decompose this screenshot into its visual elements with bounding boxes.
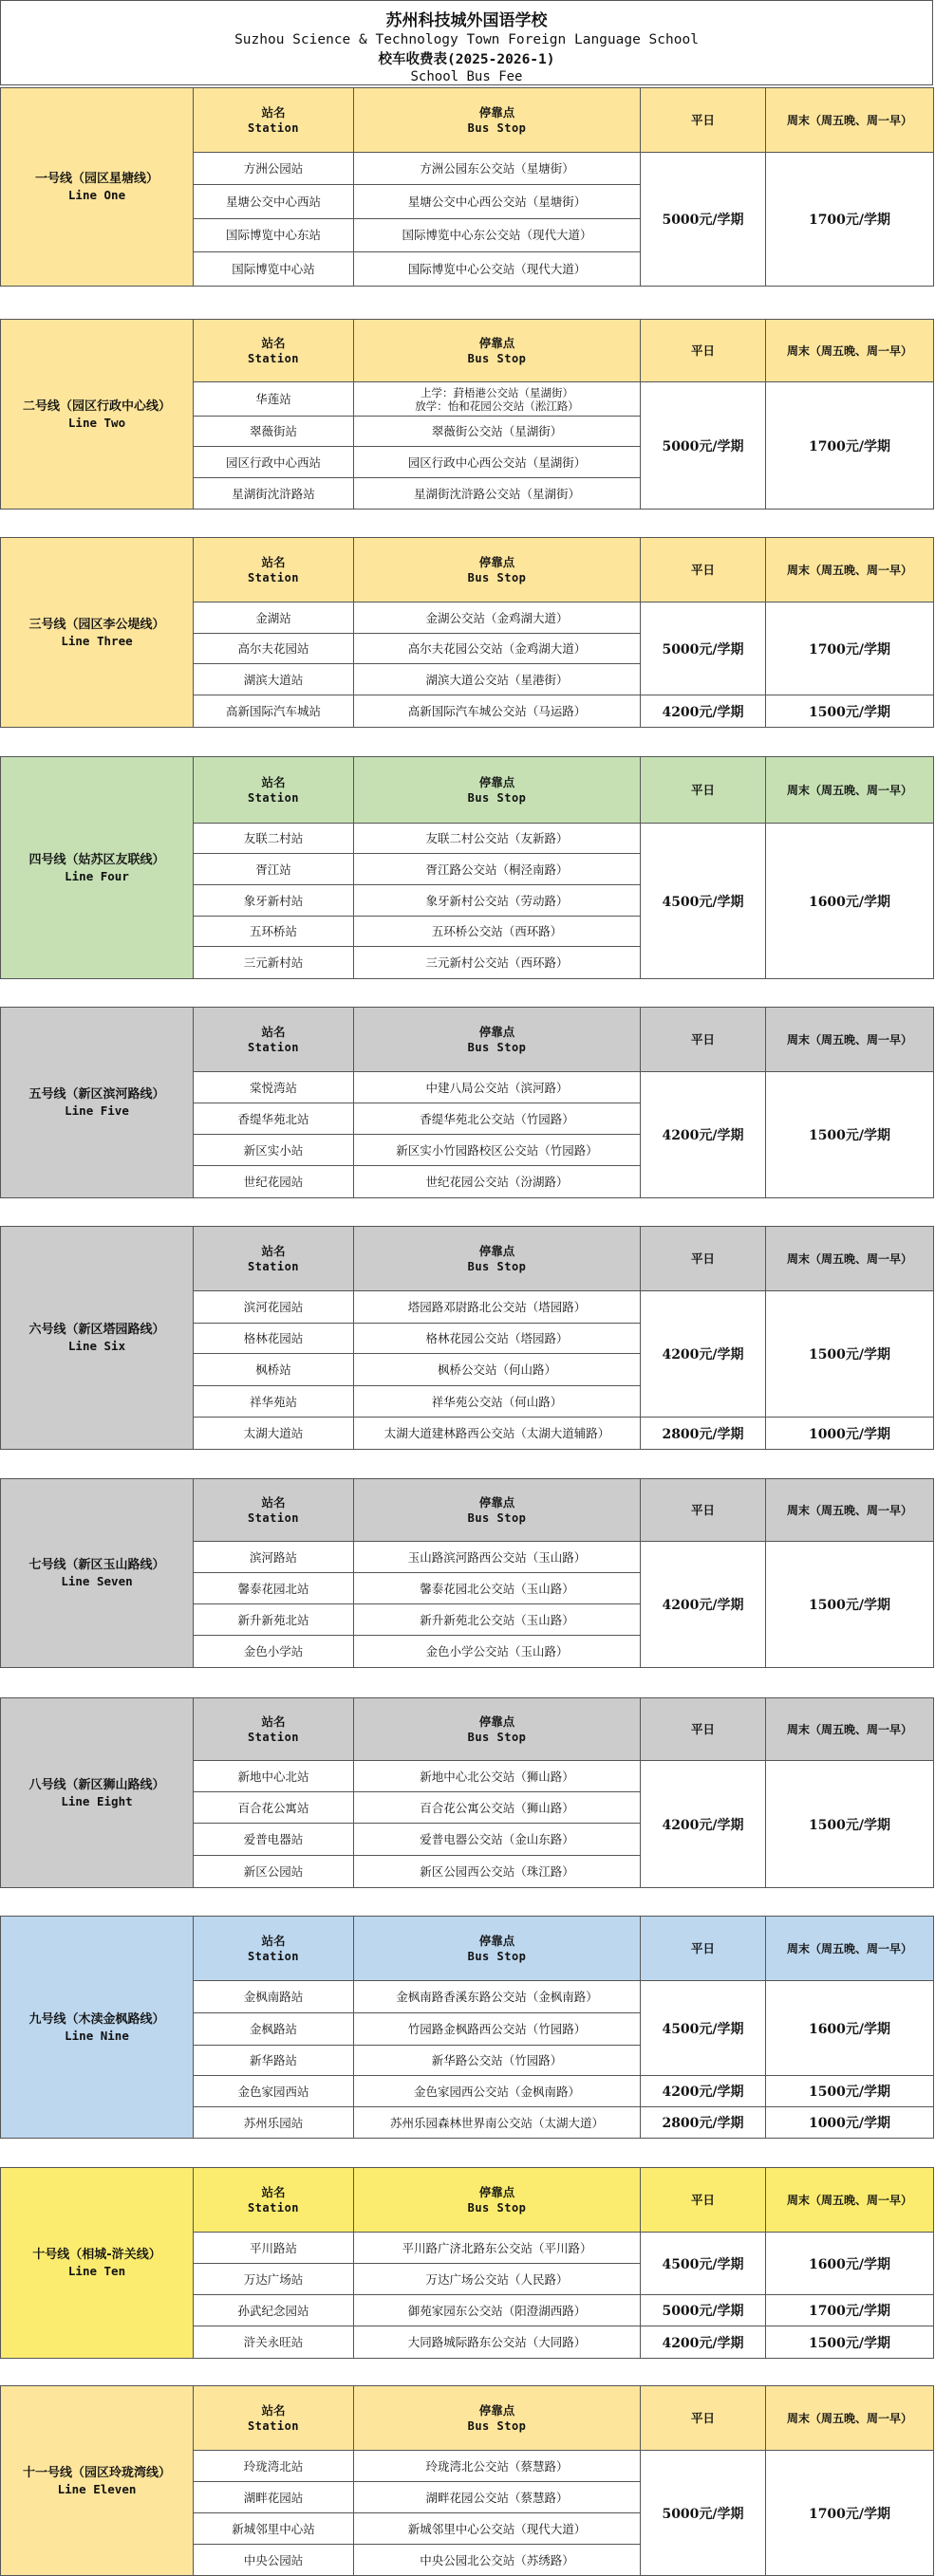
route-name-cell [1, 1008, 194, 1198]
station-header-en: Station [247, 2418, 300, 2433]
station-name: 爱普电器站 [194, 1824, 354, 1856]
bus-stop-name: 枫桥公交站（何山路） [354, 1354, 641, 1386]
station-header-cn: 站名 [261, 1024, 286, 1039]
weekday-fee: 4200元/学期 [641, 2326, 766, 2359]
bus-stop-header-cn: 停靠点 [478, 104, 515, 120]
station-name: 星湖街沈浒路站 [194, 478, 354, 510]
station-header-cn: 站名 [261, 1243, 286, 1258]
bus-stop-header-cn: 停靠点 [478, 2402, 515, 2418]
route-header-row [1, 538, 934, 602]
bus-stop-column-header [354, 2386, 641, 2451]
bus-stop-header-en: Bus Stop [467, 1040, 527, 1054]
bus-stop-column-header [354, 2168, 641, 2233]
bus-stop-name: 象牙新村公交站（劳动路） [354, 885, 641, 917]
bus-stop-column-header [354, 320, 641, 382]
station-header-cn: 站名 [261, 2402, 286, 2418]
bus-stop-header-cn: 停靠点 [478, 554, 515, 569]
station-name: 国际博览中心站 [194, 251, 354, 286]
station-header-en: Station [247, 1949, 300, 1963]
bus-stop-header-en: Bus Stop [467, 1730, 527, 1744]
route-name-cell [1, 538, 194, 728]
weekday-column-header: 平日 [641, 1698, 766, 1761]
bus-stop-name: 金色小学公交站（玉山路） [354, 1636, 641, 1668]
station-name: 滨河花园站 [194, 1291, 354, 1324]
route-name-en: Line Two [67, 415, 126, 430]
weekend-fee: 1700元/学期 [766, 2451, 934, 2576]
bus-stop-name: 湖滨大道公交站（星港街） [354, 664, 641, 695]
bus-stop-name: 翠薇街公交站（星湖街） [354, 417, 641, 447]
station-header-en: Station [247, 1040, 300, 1054]
weekday-fee: 4500元/学期 [641, 824, 766, 979]
station-name: 翠薇街站 [194, 417, 354, 447]
weekend-fee: 1700元/学期 [766, 602, 934, 695]
weekday-fee: 4200元/学期 [641, 1761, 766, 1888]
bus-stop-name: 格林花园公交站（塔园路） [354, 1324, 641, 1354]
station-name: 象牙新村站 [194, 885, 354, 917]
route-table [0, 319, 934, 510]
station-header-cn: 站名 [261, 1933, 286, 1948]
bus-stop-name: 湖畔花园公交站（蔡慧路） [354, 2482, 641, 2513]
station-name: 平川路站 [194, 2233, 354, 2264]
bus-stop-name: 新区实小竹园路校区公交站（竹园路） [354, 1135, 641, 1166]
route-header-row [1, 1008, 934, 1072]
weekday-fee: 5000元/学期 [641, 2295, 766, 2326]
weekend-column-header: 周末（周五晚、周一早） [766, 1008, 934, 1072]
route-header-row [1, 2386, 934, 2451]
route-header-row [1, 1479, 934, 1542]
station-name: 格林花园站 [194, 1324, 354, 1354]
route-name-cell [1, 1227, 194, 1450]
route-table [0, 2385, 934, 2576]
weekday-fee: 4200元/学期 [641, 2076, 766, 2107]
bus-stop-header-cn: 停靠点 [478, 1494, 515, 1510]
route-name-cn: 十号线（相城-浒关线） [32, 2248, 161, 2262]
bus-stop-name: 世纪花园公交站（汾湖路） [354, 1166, 641, 1198]
weekday-column-header: 平日 [641, 2386, 766, 2451]
station-name: 新区实小站 [194, 1135, 354, 1166]
station-header-en: Station [247, 120, 300, 135]
station-name: 中央公园站 [194, 2545, 354, 2576]
station-column-header [194, 2386, 354, 2451]
school-title-en: Suzhou Science & Technology Town Foreign Language School [234, 32, 699, 47]
weekend-fee: 1700元/学期 [766, 153, 934, 287]
route-header-row [1, 1227, 934, 1291]
route-name-en: Line Three [61, 633, 133, 648]
bus-stop-name: 百合花公寓公交站（狮山路） [354, 1792, 641, 1824]
route-name-cn: 四号线（姑苏区友联线） [28, 852, 165, 867]
weekday-fee: 4500元/学期 [641, 2233, 766, 2295]
route-name-en: Line Nine [65, 2028, 129, 2043]
bus-stop-name: 方洲公园东公交站（星塘街） [354, 153, 641, 185]
bus-stop-column-header [354, 1227, 641, 1291]
bus-stop-name: 大同路城际路东公交站（大同路） [354, 2326, 641, 2359]
bus-stop-name: 星塘公交中心西公交站（星塘街） [354, 185, 641, 218]
weekend-fee: 1500元/学期 [766, 2326, 934, 2359]
bus-stop-column-header [354, 757, 641, 824]
bus-stop-column-header [354, 1698, 641, 1761]
route-table [0, 1007, 934, 1198]
station-name: 三元新村站 [194, 947, 354, 979]
bus-stop-name: 金色家园西公交站（金枫南路） [354, 2076, 641, 2107]
station-header-en: Station [247, 1259, 300, 1273]
bus-stop-column-header [354, 1917, 641, 1981]
weekday-fee: 4200元/学期 [641, 1291, 766, 1418]
route-table [0, 537, 934, 728]
fee-table-title: 校车收费表(2025-2026-1) [378, 52, 555, 67]
weekend-column-header: 周末（周五晚、周一早） [766, 2386, 934, 2451]
route-name-cn: 十一号线（园区玲珑湾线） [22, 2465, 171, 2480]
weekend-fee: 1500元/学期 [766, 2076, 934, 2107]
route-name-en: Line Eight [61, 1793, 133, 1808]
station-name: 金色小学站 [194, 1636, 354, 1668]
route-table [0, 756, 934, 979]
station-name: 友联二村站 [194, 824, 354, 854]
bus-stop-name: 新城邻里中心公交站（现代大道） [354, 2513, 641, 2545]
bus-stop-name: 竹园路金枫路西公交站（竹园路） [354, 2013, 641, 2046]
route-name-en: Line Seven [61, 1574, 133, 1588]
route-table [0, 1916, 934, 2139]
station-name: 新区公园站 [194, 1856, 354, 1888]
bus-stop-column-header [354, 1008, 641, 1072]
bus-stop-name: 御苑家园东公交站（阳澄湖西路） [354, 2295, 641, 2326]
station-name: 玲珑湾北站 [194, 2451, 354, 2482]
route-name-cell [1, 757, 194, 979]
station-name: 高尔夫花园站 [194, 634, 354, 664]
station-header-cn: 站名 [261, 554, 286, 569]
route-name-cell [1, 2386, 194, 2576]
station-header-en: Station [247, 351, 300, 365]
bus-stop-header-en: Bus Stop [467, 790, 527, 805]
bus-stop-header-cn: 停靠点 [478, 2184, 515, 2199]
route-name-cell [1, 2168, 194, 2359]
station-header-cn: 站名 [261, 1494, 286, 1510]
route-name-en: Line Ten [67, 2264, 126, 2278]
weekend-fee: 1500元/学期 [766, 1072, 934, 1198]
bus-stop-header-en: Bus Stop [467, 2200, 527, 2215]
station-header-en: Station [247, 790, 300, 805]
station-column-header [194, 1698, 354, 1761]
weekday-fee: 5000元/学期 [641, 153, 766, 287]
route-header-row [1, 757, 934, 824]
route-name-cn: 六号线（新区塔园路线） [28, 1323, 165, 1337]
route-name-cn: 九号线（木渎金枫路线） [28, 2011, 165, 2027]
weekend-fee: 1500元/学期 [766, 1542, 934, 1668]
weekend-fee: 1600元/学期 [766, 824, 934, 979]
station-name: 苏州乐园站 [194, 2107, 354, 2139]
station-name: 馨泰花园北站 [194, 1573, 354, 1604]
route-name-cell [1, 88, 194, 287]
bus-stop-name: 苏州乐园森林世界南公交站（太湖大道） [354, 2107, 641, 2139]
station-name: 新地中心北站 [194, 1761, 354, 1792]
bus-stop-column-header [354, 538, 641, 602]
station-name: 湖畔花园站 [194, 2482, 354, 2513]
station-name: 五环桥站 [194, 917, 354, 947]
station-column-header [194, 1479, 354, 1542]
route-header-row [1, 88, 934, 153]
station-name: 湖滨大道站 [194, 664, 354, 695]
weekday-fee: 5000元/学期 [641, 602, 766, 695]
route-name-cell [1, 1698, 194, 1888]
weekday-fee: 4500元/学期 [641, 1981, 766, 2076]
station-name: 世纪花园站 [194, 1166, 354, 1198]
bus-stop-name: 平川路广济北路东公交站（平川路） [354, 2233, 641, 2264]
bus-stop-name [354, 382, 641, 417]
weekend-fee: 1700元/学期 [766, 2295, 934, 2326]
station-column-header [194, 1917, 354, 1981]
bus-stop-name: 五环桥公交站（西环路） [354, 917, 641, 947]
bus-stop-header-en: Bus Stop [467, 1259, 527, 1273]
station-header-cn: 站名 [261, 1714, 286, 1729]
bus-stop-name: 胥江路公交站（桐泾南路） [354, 854, 641, 885]
bus-stop-header-en: Bus Stop [467, 570, 527, 584]
route-header-row [1, 1698, 934, 1761]
route-header-row [1, 320, 934, 382]
bus-stop-name: 园区行政中心西公交站（星湖街） [354, 447, 641, 478]
bus-stop-name: 高尔夫花园公交站（金鸡湖大道） [354, 634, 641, 664]
weekday-fee: 2800元/学期 [641, 1418, 766, 1450]
weekend-fee: 1600元/学期 [766, 2233, 934, 2295]
weekend-column-header: 周末（周五晚、周一早） [766, 1917, 934, 1981]
weekday-column-header: 平日 [641, 538, 766, 602]
bus-stop-name: 太湖大道建林路西公交站（太湖大道辅路） [354, 1418, 641, 1450]
route-table [0, 1697, 934, 1888]
bus-stop-name: 新地中心北公交站（狮山路） [354, 1761, 641, 1792]
bus-stop-header-en: Bus Stop [467, 120, 527, 135]
route-name-cell [1, 320, 194, 510]
station-column-header [194, 757, 354, 824]
station-name: 新升新苑北站 [194, 1604, 354, 1636]
station-column-header [194, 538, 354, 602]
station-name: 万达广场站 [194, 2264, 354, 2295]
station-name: 百合花公寓站 [194, 1792, 354, 1824]
bus-stop-name: 新区公园西公交站（珠江路） [354, 1856, 641, 1888]
bus-stop-name: 金枫南路香溪东路公交站（金枫南路） [354, 1981, 641, 2013]
station-name: 棠悦湾站 [194, 1072, 354, 1103]
weekday-column-header: 平日 [641, 1227, 766, 1291]
school-title-cn: 苏州科技城外国语学校 [385, 11, 548, 30]
bus-stop-name: 祥华苑公交站（何山路） [354, 1386, 641, 1418]
station-name: 枫桥站 [194, 1354, 354, 1386]
route-name-en: Line Four [65, 868, 129, 883]
weekday-column-header: 平日 [641, 88, 766, 153]
weekend-column-header: 周末（周五晚、周一早） [766, 1479, 934, 1542]
route-name-en: Line One [67, 188, 126, 202]
weekday-column-header: 平日 [641, 757, 766, 824]
weekend-fee: 1500元/学期 [766, 695, 934, 728]
weekend-fee: 1500元/学期 [766, 1761, 934, 1888]
weekend-fee: 1500元/学期 [766, 1291, 934, 1418]
station-name: 香缇华苑北站 [194, 1103, 354, 1135]
bus-stop-name: 香缇华苑北公交站（竹园路） [354, 1103, 641, 1135]
station-name: 国际博览中心东站 [194, 218, 354, 251]
bus-stop-header-cn: 停靠点 [478, 1933, 515, 1948]
station-column-header [194, 1008, 354, 1072]
weekday-fee: 5000元/学期 [641, 2451, 766, 2576]
station-name: 新城邻里中心站 [194, 2513, 354, 2545]
bus-stop-header-en: Bus Stop [467, 351, 527, 365]
bus-stop-name: 新升新苑北公交站（玉山路） [354, 1604, 641, 1636]
station-column-header [194, 2168, 354, 2233]
fee-table-title-en: School Bus Fee [410, 69, 523, 84]
station-header-en: Station [247, 570, 300, 584]
route-name-cell [1, 1917, 194, 2139]
bus-stop-header-cn: 停靠点 [478, 335, 515, 350]
weekend-column-header: 周末（周五晚、周一早） [766, 1227, 934, 1291]
weekday-column-header: 平日 [641, 320, 766, 382]
bus-stop-column-header [354, 1479, 641, 1542]
bus-stop-afternoon: 放学：怡和花园公交站（淞江路） [415, 398, 579, 413]
weekend-column-header: 周末（周五晚、周一早） [766, 2168, 934, 2233]
weekday-fee: 4200元/学期 [641, 695, 766, 728]
route-table [0, 87, 934, 287]
bus-stop-column-header [354, 88, 641, 153]
bus-stop-header-cn: 停靠点 [478, 1714, 515, 1729]
station-name: 金枫南路站 [194, 1981, 354, 2013]
weekday-fee: 5000元/学期 [641, 382, 766, 510]
station-column-header [194, 320, 354, 382]
bus-stop-name: 三元新村公交站（西环路） [354, 947, 641, 979]
station-name: 祥华苑站 [194, 1386, 354, 1418]
route-name-cell [1, 1479, 194, 1668]
station-name: 金枫路站 [194, 2013, 354, 2046]
weekend-column-header: 周末（周五晚、周一早） [766, 757, 934, 824]
weekend-fee: 1000元/学期 [766, 1418, 934, 1450]
weekend-column-header: 周末（周五晚、周一早） [766, 538, 934, 602]
route-name-cn: 一号线（园区星塘线） [34, 172, 159, 186]
station-column-header [194, 1227, 354, 1291]
route-header-row [1, 2168, 934, 2233]
route-name-en: Line Six [67, 1339, 126, 1353]
route-name-cn: 五号线（新区滨河路线） [28, 1087, 165, 1102]
weekend-fee: 1000元/学期 [766, 2107, 934, 2139]
route-name-cn: 七号线（新区玉山路线） [28, 1558, 165, 1572]
weekend-column-header: 周末（周五晚、周一早） [766, 88, 934, 153]
bus-stop-name: 爱普电器公交站（金山东路） [354, 1824, 641, 1856]
route-name-cn: 三号线（园区李公堤线） [28, 617, 165, 632]
bus-stop-name: 万达广场公交站（人民路） [354, 2264, 641, 2295]
station-name: 高新国际汽车城站 [194, 695, 354, 728]
station-name: 星塘公交中心西站 [194, 185, 354, 218]
bus-stop-name: 星湖街沈浒路公交站（星湖街） [354, 478, 641, 510]
route-name-cn: 八号线（新区狮山路线） [28, 1777, 165, 1792]
station-name: 金湖站 [194, 602, 354, 634]
weekday-column-header: 平日 [641, 1479, 766, 1542]
station-name: 胥江站 [194, 854, 354, 885]
bus-stop-header-cn: 停靠点 [478, 1024, 515, 1039]
station-header-en: Station [247, 1730, 300, 1744]
bus-stop-header-cn: 停靠点 [478, 774, 515, 789]
bus-stop-name: 玲珑湾北公交站（蔡慧路） [354, 2451, 641, 2482]
bus-stop-name: 国际博览中心东公交站（现代大道） [354, 218, 641, 251]
route-header-row [1, 1917, 934, 1981]
weekend-column-header: 周末（周五晚、周一早） [766, 1698, 934, 1761]
station-header-cn: 站名 [261, 774, 286, 789]
route-name-cn: 二号线（园区行政中心线） [22, 398, 171, 414]
route-table [0, 1226, 934, 1450]
weekday-column-header: 平日 [641, 1917, 766, 1981]
station-name: 园区行政中心西站 [194, 447, 354, 478]
station-name: 浒关永旺站 [194, 2326, 354, 2359]
bus-stop-name: 金湖公交站（金鸡湖大道） [354, 602, 641, 634]
station-name: 太湖大道站 [194, 1418, 354, 1450]
bus-stop-header-cn: 停靠点 [478, 1243, 515, 1258]
bus-stop-name: 中建八局公交站（滨河路） [354, 1072, 641, 1103]
bus-stop-header-en: Bus Stop [467, 2418, 527, 2433]
station-name: 华莲站 [194, 382, 354, 417]
bus-stop-name: 高新国际汽车城公交站（马运路） [354, 695, 641, 728]
station-name: 滨河路站 [194, 1542, 354, 1573]
bus-stop-name: 玉山路滨河路西公交站（玉山路） [354, 1542, 641, 1573]
station-header-cn: 站名 [261, 335, 286, 350]
page-header [0, 0, 933, 85]
weekend-column-header: 周末（周五晚、周一早） [766, 320, 934, 382]
weekday-fee: 4200元/学期 [641, 1072, 766, 1198]
station-column-header [194, 88, 354, 153]
weekend-fee: 1700元/学期 [766, 382, 934, 510]
station-name: 金色家园西站 [194, 2076, 354, 2107]
route-table [0, 2167, 934, 2359]
weekday-fee: 4200元/学期 [641, 1542, 766, 1668]
station-header-en: Station [247, 1510, 300, 1525]
weekday-column-header: 平日 [641, 2168, 766, 2233]
station-name: 新华路站 [194, 2046, 354, 2076]
bus-stop-name: 新华路公交站（竹园路） [354, 2046, 641, 2076]
station-header-cn: 站名 [261, 104, 286, 120]
bus-stop-name: 友联二村公交站（友新路） [354, 824, 641, 854]
weekday-column-header: 平日 [641, 1008, 766, 1072]
bus-stop-header-en: Bus Stop [467, 1949, 527, 1963]
bus-stop-name: 中央公园北公交站（苏绣路） [354, 2545, 641, 2576]
bus-stop-name: 塔园路邓尉路北公交站（塔园路） [354, 1291, 641, 1324]
station-name: 孙武纪念园站 [194, 2295, 354, 2326]
bus-stop-name: 国际博览中心公交站（现代大道） [354, 251, 641, 286]
bus-stop-header-en: Bus Stop [467, 1510, 527, 1525]
bus-stop-name: 馨泰花园北公交站（玉山路） [354, 1573, 641, 1604]
weekday-fee: 2800元/学期 [641, 2107, 766, 2139]
station-name: 方洲公园站 [194, 153, 354, 185]
station-header-cn: 站名 [261, 2184, 286, 2199]
route-table [0, 1478, 934, 1668]
bus-stop-morning: 上学：葑梧港公交站（星湖街） [421, 385, 573, 399]
station-header-en: Station [247, 2200, 300, 2215]
weekend-fee: 1600元/学期 [766, 1981, 934, 2076]
route-name-en: Line Five [65, 1103, 129, 1118]
route-name-en: Line Eleven [57, 2481, 137, 2496]
